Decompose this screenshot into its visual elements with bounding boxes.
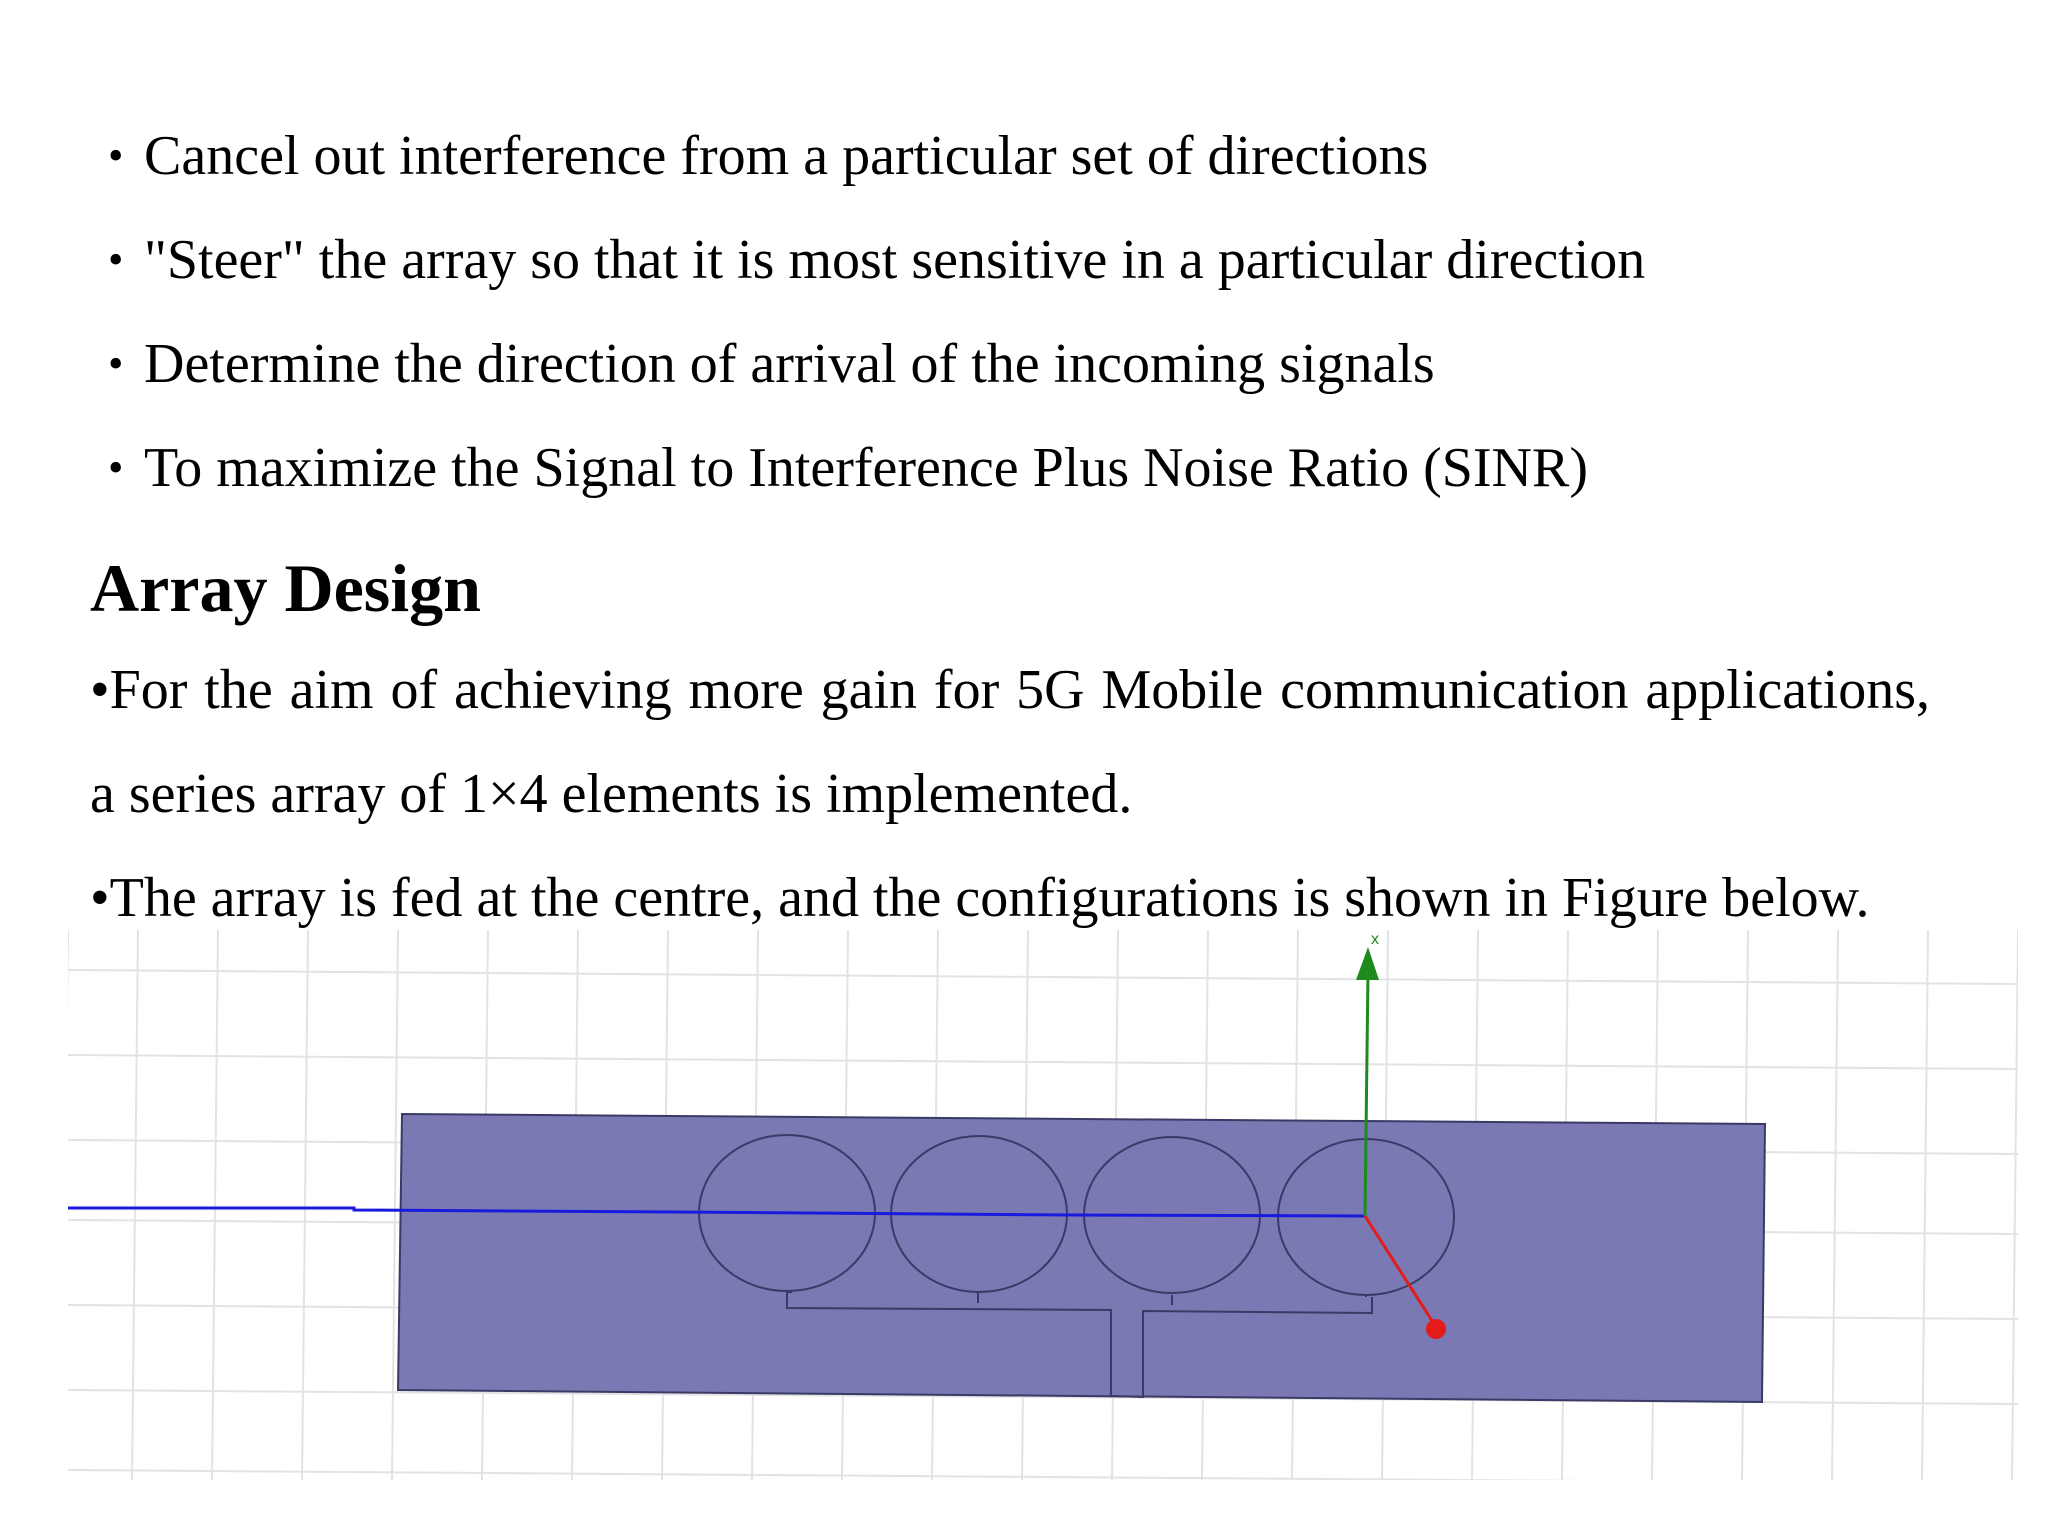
- bullet-item: [108, 104, 1645, 208]
- antenna-array-figure: [68, 930, 2018, 1480]
- grid-line: [1922, 930, 1928, 1480]
- objectives-list: [108, 104, 1645, 520]
- bullet-dot: •: [108, 131, 124, 180]
- antenna-array-drawing: [68, 930, 2018, 1480]
- bullet-dot: •: [108, 339, 124, 388]
- bullet-text: Cancel out interference from a particular set of directions: [144, 125, 1429, 187]
- grid-line: [2012, 930, 2018, 1480]
- grid-line: [302, 930, 308, 1480]
- grid-line: [132, 930, 138, 1480]
- axis-arrowhead: [1356, 947, 1379, 980]
- substrate-board: [398, 1114, 1765, 1402]
- grid-line: [68, 970, 2018, 984]
- bullet-dot: •: [108, 235, 124, 284]
- grid-line: [1832, 930, 1838, 1480]
- bullet-text: Determine the direction of arrival of the incoming signals: [144, 333, 1435, 395]
- bullet-text: To maximize the Signal to Interference Plus Noise Ratio (SINR): [144, 437, 1588, 499]
- grid-line: [68, 1470, 2018, 1480]
- grid-line: [68, 1055, 2018, 1069]
- paragraph-array-gain: •For the aim of achieving more gain for 5G Mobile communication applications, a series array of 1×4 elements is implemented.: [90, 659, 1930, 825]
- bullet-dot: •: [108, 443, 124, 492]
- axis-marker-dot: [1426, 1319, 1446, 1339]
- bullet-text: "Steer" the array so that it is most sensitive in a particular direction: [144, 229, 1646, 291]
- bullet-item: [108, 208, 1645, 312]
- grid-line: [392, 930, 398, 1480]
- axis-label: x: [1371, 931, 1379, 948]
- paragraph-array-feed: •The array is fed at the centre, and the configurations is shown in Figure below.: [90, 867, 1870, 929]
- section-heading: Array Design: [90, 550, 481, 626]
- grid-line: [212, 930, 218, 1480]
- bullet-item: [108, 312, 1645, 416]
- bullet-item: [108, 416, 1645, 520]
- substrate-group: [398, 1114, 1765, 1402]
